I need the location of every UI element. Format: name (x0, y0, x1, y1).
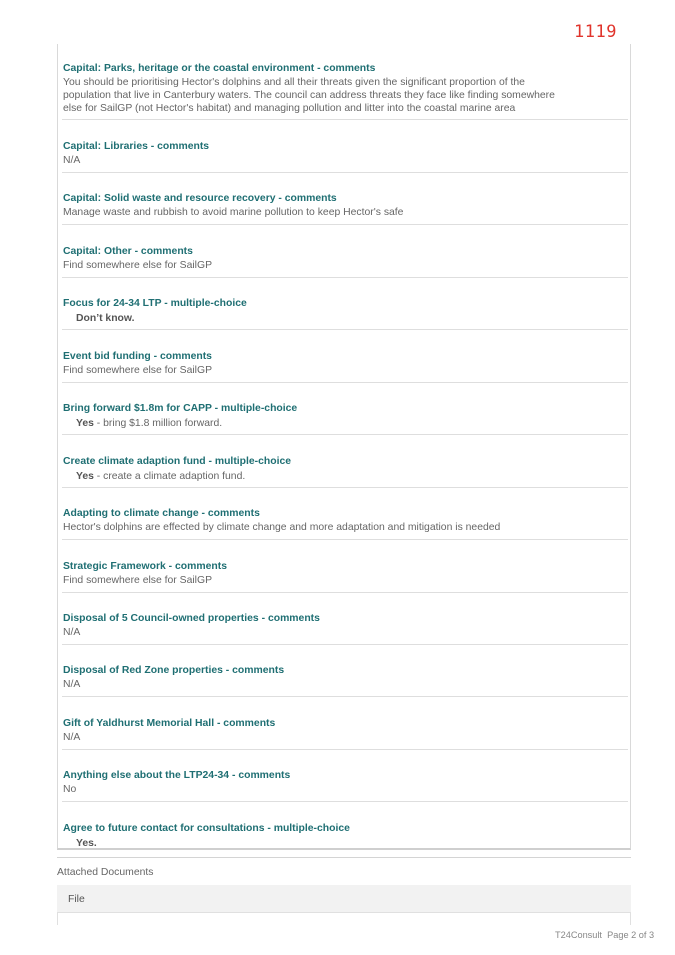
entry-question: Gift of Yaldhurst Memorial Hall - comments (63, 718, 276, 729)
footer-brand: T24Consult (555, 930, 602, 940)
choice-detail: - bring $1.8 million forward. (93, 418, 223, 429)
entry-anything-else (62, 769, 628, 802)
attached-documents-heading: Attached Documents (57, 867, 154, 878)
entry-answer: Find somewhere else for SailGP (63, 365, 212, 376)
entry-answer: N/A (63, 155, 81, 166)
attachments-table-body (57, 913, 631, 925)
entry-question: Bring forward $1.8m for CAPP - multiple-choice (63, 403, 298, 414)
entry-question: Adapting to climate change - comments (63, 508, 260, 519)
page-footer (555, 930, 654, 940)
entry-choice (76, 312, 628, 325)
section-divider (57, 857, 631, 858)
entry-question: Disposal of Red Zone properties - comments (63, 665, 285, 676)
entry-question: Focus for 24-34 LTP - multiple-choice (63, 298, 247, 309)
entry-answer: Find somewhere else for SailGP (63, 260, 212, 271)
entry-question: Event bid funding - comments (63, 351, 212, 362)
entry-future-contact (62, 822, 628, 852)
attachments-table-header (57, 885, 631, 913)
entry-question: Capital: Parks, heritage or the coastal environment - comments (63, 63, 376, 74)
entry-question: Capital: Solid waste and resource recovery - comments (63, 193, 337, 204)
entry-disposal-properties (62, 612, 628, 645)
entry-event-bid (62, 350, 628, 383)
entry-answer: N/A (63, 627, 81, 638)
entry-answer: No (63, 784, 77, 795)
choice-detail: - create a climate adaption fund. (93, 471, 246, 482)
entry-climate-change (62, 507, 628, 540)
entry-answer: You should be prioritising Hector's dolphins and all their threats given the significant proportion of the population that live in Canterbury waters. The council can address threats they face like finding somewhere else for SailGP (not Hector's habitat) and managing pollution and litter into the coastal marine area (63, 77, 555, 114)
submission-panel (57, 44, 631, 850)
entry-answer: N/A (63, 679, 81, 690)
entry-capital-other (62, 245, 628, 278)
entry-answer: Find somewhere else for SailGP (63, 575, 212, 586)
entry-climate-fund (62, 455, 628, 488)
choice-value: Don’t know. (76, 313, 135, 324)
entry-yaldhurst-hall (62, 717, 628, 750)
choice-value: Yes (76, 418, 94, 429)
file-column-header: File (68, 894, 85, 905)
entry-question: Disposal of 5 Council-owned properties - comments (63, 613, 320, 624)
entry-answer: Manage waste and rubbish to avoid marine pollution to keep Hector's safe (63, 207, 404, 218)
entry-choice (76, 837, 628, 850)
entry-question: Capital: Libraries - comments (63, 141, 210, 152)
choice-value: Yes (76, 471, 94, 482)
entry-red-zone (62, 664, 628, 697)
entry-focus-ltp (62, 297, 628, 330)
entry-answer: N/A (63, 732, 81, 743)
entry-question: Agree to future contact for consultations - multiple-choice (63, 823, 350, 834)
entry-question: Strategic Framework - comments (63, 561, 227, 572)
entry-capital-libraries (62, 140, 628, 173)
entry-choice (76, 470, 628, 483)
entry-answer: Hector's dolphins are effected by climate change and more adaptation and mitigation is needed (63, 522, 501, 533)
entry-question: Anything else about the LTP24-34 - comments (63, 770, 291, 781)
entry-capital-solid-waste (62, 192, 628, 225)
entry-capital-parks (62, 62, 628, 120)
entry-question: Capital: Other - comments (63, 246, 193, 257)
entry-capp (62, 402, 628, 435)
footer-page-label: Page 2 of 3 (607, 930, 655, 940)
page-number: 1119 (574, 22, 617, 42)
choice-value: Yes. (76, 838, 97, 849)
entry-choice (76, 417, 628, 430)
entry-strategic-framework (62, 560, 628, 593)
entry-question: Create climate adaption fund - multiple-choice (63, 456, 292, 467)
